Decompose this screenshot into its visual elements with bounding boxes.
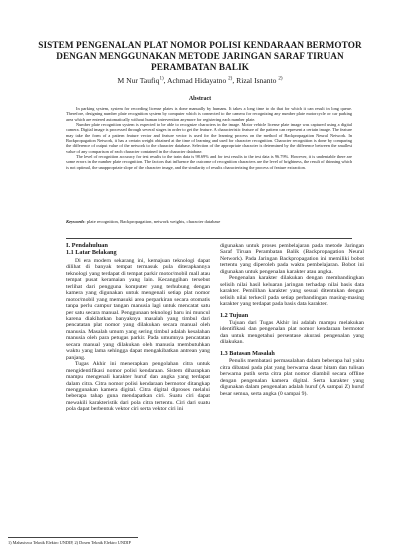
footnote-divider bbox=[8, 537, 138, 538]
author-affiliation-mark: 1) bbox=[159, 76, 164, 82]
author-affiliation-mark: 2) bbox=[278, 76, 283, 82]
body-paragraph: Penulis membatasi permasalahan dalam beberapa hal yaitu citra dibatasi pada plat yang berwarna dasar hitam dan tulisan berwarna putih serta citra plat nomor diambil secara offline dengan pengenalan kamera digital. Serta karakter yang digunakan dalam pengenalan adalah huruf (A sampai Z) huruf besar semua, serta angka (0 sampai 9). bbox=[220, 358, 364, 397]
keywords-line bbox=[66, 219, 352, 225]
right-column bbox=[220, 243, 364, 397]
author-name: M Nur Taufiq bbox=[117, 76, 160, 85]
keywords-label: Keywords bbox=[66, 219, 85, 224]
author-affiliation-mark: 2) bbox=[228, 76, 233, 82]
section-heading-introduction: I. Pendahuluan bbox=[66, 242, 108, 249]
author-name: Achmad Hidayatno bbox=[167, 76, 227, 85]
subsection-heading-goals: 1.2 Tujuan bbox=[220, 311, 249, 319]
abstract-paragraph: The level of recognition accuracy for test results to the train data is 98.69% and for test results to the test data is 96.79%. However, it is undeniable there are some errors in the number plate recognition. The factors that influence the outcome of recognition characters are the level of brightness, the result of thinning which is not optimal, the unappropriate slope of the character image, and the similarity of results characterizing the process of feature extraction. bbox=[66, 154, 352, 170]
abstract-paragraph: Number plate recognition system is expected to be able to recognize characters in the image. Motor vehicle license plate image was captured using a digital camera. Digital image is processed through several stages in order to get the feature. A characteristic feature of the pattern can represent a certain image. The feature may take the form of a pattern feature vector and feature vector is used for the learning process on the method of Backpropagation Neural Network. In Backpropagation Network, it has a certain weight obtained at the time of learning and used for character recognition. Character recognition is done by comparing the difference of output value of the network to the character database. Selection of the appropriate character is determined by the difference between the smallest value of any comparison of each character contained in the character database. bbox=[66, 122, 352, 154]
body-paragraph: Tugas Akhir ini menerapkan pengolahan citra untuk mengidentifikasi nomor polisi kendaraan. Sistem diharapkan mampu mengenali karakter huruf dan angka yang terdapat dalam citra. Citra nomor polisi kendaraan bermotor ditangkap menggunakan kamera digital. Citra digital diproses melalui beberapa tahap guna mendapatkan ciri. Suatu ciri dapat mewakili karakteristik dari pola citra tertentu. Ciri dari suatu pola dapat berbentuk vektor ciri serta vektor ciri ini bbox=[66, 361, 210, 413]
subsection-heading-scope: 1.3 Batasan Masalah bbox=[220, 349, 275, 357]
subsection-heading-background: 1.1 Latar Belakang bbox=[66, 249, 117, 257]
abstract-paragraph: In parking system, system for recording license plates is done manually by humans. It takes a long time to do that for which it can result in long queue. Therefore, designing number plate recognition system by computer which is connected to the camera for recognizing any number plate motorcycle or car parking area which are entered automatically without human intervention anymore for registering each number plate. bbox=[66, 106, 352, 122]
body-paragraph: Di era modern sekarang ini, kemajuan teknologi dapat dilihat di banyak tempat termasuk pula diterapkannya teknologi yang terdapat di tempat parkir motor/mobil mall atau tempat pusat keramaian yang lain. Kecanggihan tersebut terlihat dari pengguna komputer yang terhubung dengan kamera yang digunakan untuk mengenali setiap plat nomor motor/mobil yang memasuki area perparkiran secara otomatis tanpa perlu campur tangan manusia lagi untuk mencatat satu per satu secara manual. Penggunaan teknologi baru ini muncul karena diakibatkan banyaknya masalah yang timbul dari pencatatan plat nomor yang dilakukan secara manual oleh manusia. Masalah umum yang sering timbul adalah kesalahan manusia oleh para petugas parkir. Pada umumnya pencatatan secara manual yang dilakukan oleh manusia membutuhkan waktu yang lama sehingga dapat mengakibatkan antrean yang panjang. bbox=[66, 257, 210, 361]
section-divider bbox=[66, 238, 352, 239]
keywords-text: : plate recognition, Backpropagation, network weights, character database bbox=[84, 219, 221, 224]
paper-title: SISTEM PENGENALAN PLAT NOMOR POLISI KENDARAAN BERMOTOR DENGAN MENGGUNAKAN METODE JARINGAN SARAF TIRUAN PERAMBATAN BALIK bbox=[38, 40, 362, 72]
body-paragraph: Pengenalan karakter dilakukan dengan membandingkan selisih nilai hasil keluaran jaringan terhadap nilai basis data karakter. Pemilihan karakter yang sesuai ditentukan dengan selisih nilai terkecil pada setiap perbandingan masing-masing karakter yang terdapat pada basis data karakter. bbox=[220, 275, 364, 308]
body-paragraph: digunakan untuk proses pembelajaran pada metode Jaringan Saraf Tiruan Perambatan Balik (Backpropagation Neural Network). Pada Jaringan Backpropagation ini memiliki bobot tertentu yang diperoleh pada waktu pembelajaran. Bobot ini digunakan untuk pengenalan karakter atau angka. bbox=[220, 243, 364, 275]
abstract-heading: Abstract bbox=[188, 96, 212, 102]
left-column bbox=[66, 243, 210, 413]
author-line: M Nur Taufiq$^{1)}$, Achmad Hidayatno $^{2)}$, Rizal Isnanto $^{2)}$ bbox=[117, 76, 283, 85]
author-name: Rizal Isnanto bbox=[236, 76, 277, 85]
footnote: 1) Mahasiswa Teknik Elektro UNDIP, 2) Dosen Teknik Elektro UNDIP bbox=[8, 540, 131, 545]
abstract-body bbox=[66, 106, 352, 170]
body-paragraph: Tujuan dari Tugas Akhir ini adalah mampu melakukan identifikasi dan pengenalan plat nomor kendaraan bermotor dan untuk mengetahui persentase akurasi pengenalan yang dilakukan. bbox=[220, 319, 364, 346]
